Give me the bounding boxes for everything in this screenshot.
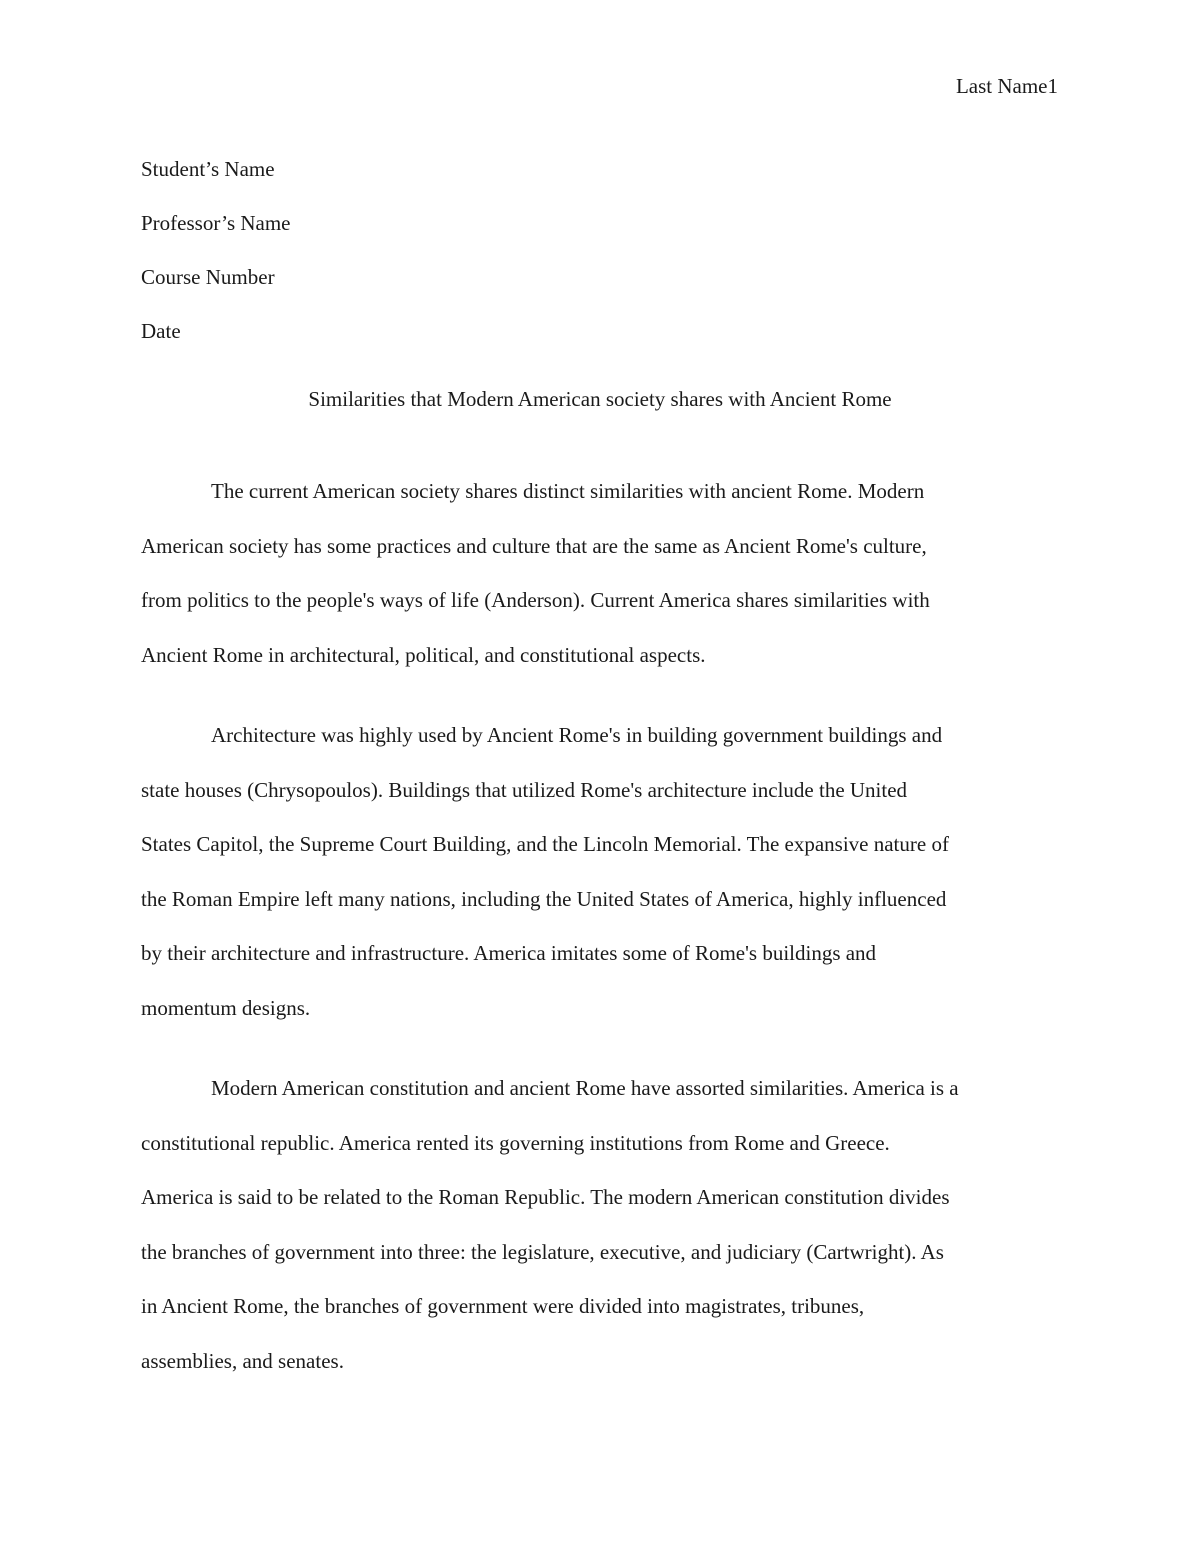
course-number: Course Number (141, 265, 275, 289)
essay-title: Similarities that Modern American society shares with Ancient Rome (308, 387, 892, 411)
date: Date (141, 319, 181, 343)
heading-block (141, 142, 1061, 358)
paragraph-line: America is said to be related to the Roman Republic. The modern American constitution divides (141, 1185, 950, 1209)
paragraph-2 (141, 708, 1059, 1035)
paragraph-line: Architecture was highly used by Ancient Rome's in building government buildings and (211, 723, 943, 747)
paragraph-1 (141, 464, 1059, 682)
paragraph-line: assemblies, and senates. (141, 1348, 344, 1373)
paragraph-line: American society has some practices and culture that are the same as Ancient Rome's culture, (141, 533, 927, 558)
paragraph-line: Modern American constitution and ancient Rome have assorted similarities. America is a (211, 1076, 959, 1100)
paragraph-line: state houses (Chrysopoulos). Buildings that utilized Rome's architecture include the United (141, 777, 908, 802)
running-head: Last Name1 (955, 74, 1058, 98)
paragraph-line: the Roman Empire left many nations, including the United States of America, highly influenced (141, 886, 947, 911)
professor-name: Professor’s Name (141, 211, 291, 235)
paragraph-line: momentum designs. (141, 995, 311, 1020)
paragraph-line: from politics to the people's ways of life (Anderson). Current America shares similarities with (141, 588, 930, 612)
paragraph-line: The current American society shares distinct similarities with ancient Rome. Modern (211, 479, 925, 503)
paragraph-line: States Capitol, the Supreme Court Building, and the Lincoln Memorial. The expansive nature of (141, 832, 949, 856)
paragraph-3 (141, 1061, 1059, 1388)
paragraph-line: Ancient Rome in architectural, political, and constitutional aspects. (141, 642, 706, 667)
essay-body (141, 464, 1059, 1414)
paragraph-line: the branches of government into three: the legislature, executive, and judiciary (Cartwright). As (141, 1239, 944, 1264)
paragraph-line: by their architecture and infrastructure. America imitates some of Rome's buildings and (141, 941, 877, 965)
student-name: Student’s Name (141, 157, 275, 181)
paragraph-line: constitutional republic. America rented its governing institutions from Rome and Greece. (141, 1130, 890, 1155)
paragraph-line: in Ancient Rome, the branches of government were divided into magistrates, tribunes, (141, 1294, 865, 1318)
